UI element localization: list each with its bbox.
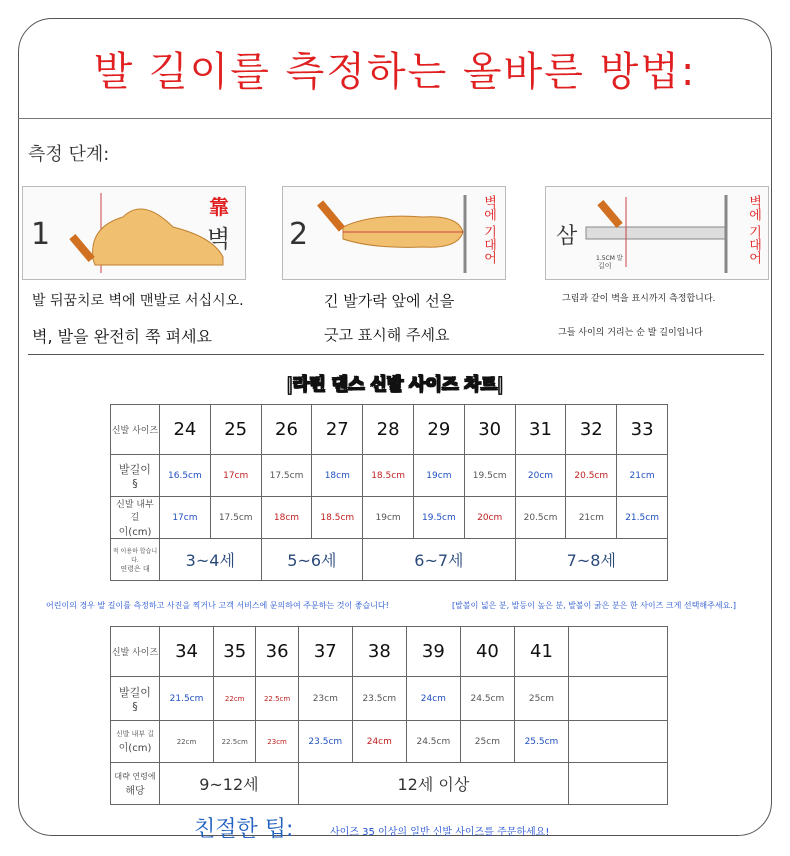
foot-cell: 16.5cm: [160, 455, 211, 497]
age-label: [111, 763, 160, 805]
step-3-caption-1: 그림과 같이 벽을 표시까지 측정합니다.: [562, 294, 716, 304]
ruler-note-1: 1.5CM 발: [596, 255, 623, 262]
foot-cell: 23.5cm: [352, 677, 406, 721]
foot-length-label: [111, 455, 160, 497]
step-2-caption-2: 긋고 표시해 주세요: [324, 326, 450, 344]
size-cell: 34: [160, 627, 214, 677]
foot-cell: 22.5cm: [256, 677, 298, 721]
age-label-text: 적 이용하 합습니다.: [112, 547, 158, 564]
table-row: [111, 455, 668, 497]
foot-cell: 25cm: [514, 677, 568, 721]
foot-cell: 24cm: [406, 677, 460, 721]
inner-length-label: [111, 721, 160, 763]
foot-cell: 17.5cm: [261, 455, 312, 497]
inner-cell: 23cm: [256, 721, 298, 763]
size-table-1: [110, 404, 668, 581]
step-3-number: 삼: [556, 224, 578, 249]
size-cell: 31: [515, 405, 566, 455]
inner-length-label-sub: 이(cm): [118, 743, 152, 754]
foot-cell: 21.5cm: [160, 677, 214, 721]
step-1-caption-2: 벽, 발을 완전히 쭉 펴세요: [32, 327, 212, 346]
inner-cell: 17.5cm: [210, 497, 261, 539]
inner-cell: 19cm: [363, 497, 414, 539]
foot-cell: 18.5cm: [363, 455, 414, 497]
inner-cell: 20cm: [464, 497, 515, 539]
inner-cell: 25cm: [460, 721, 514, 763]
inner-cell: 20.5cm: [515, 497, 566, 539]
foot-cell: 19.5cm: [464, 455, 515, 497]
table-row: [111, 677, 668, 721]
inner-cell: 17cm: [160, 497, 211, 539]
note-right: [발볼이 넓은 분, 발등이 높은 분, 발볼이 굵은 분은 한 사이즈 크게 선택해주세요.]: [452, 601, 736, 610]
size-cell: 39: [406, 627, 460, 677]
foot-cell: 22cm: [214, 677, 256, 721]
foot-cell: 17cm: [210, 455, 261, 497]
inner-cell: 19.5cm: [413, 497, 464, 539]
chart-title: |라틴 댄스 신발 사이즈 차트|: [286, 375, 504, 395]
size-cell: 30: [464, 405, 515, 455]
age-cell: 12세 이상: [298, 763, 568, 805]
size-cell: 36: [256, 627, 298, 677]
inner-cell: 18.5cm: [312, 497, 363, 539]
foot-cell: 23cm: [298, 677, 352, 721]
size-cell: 40: [460, 627, 514, 677]
size-cell: 38: [352, 627, 406, 677]
size-table-2: [110, 626, 668, 805]
step-2-number: 2: [289, 217, 309, 252]
table-row: [111, 539, 668, 581]
size-label: 신발 사이즈: [111, 405, 160, 455]
size-label: 신발 사이즈: [111, 627, 160, 677]
inner-length-label: [111, 497, 160, 539]
table-row: [111, 763, 668, 805]
step-3-caption-2: 그들 사이의 거리는 순 발 길이입니다: [558, 328, 703, 338]
step-2-caption-1: 긴 발가락 앞에 선을: [324, 292, 455, 310]
size-cell: 24: [160, 405, 211, 455]
empty-cell: [569, 763, 668, 805]
age-cell: 7~8세: [515, 539, 667, 581]
foot-cell: 20.5cm: [566, 455, 617, 497]
foot-length-label-sub: §: [132, 477, 138, 490]
foot-cell: 24.5cm: [460, 677, 514, 721]
age-label-text: 대략 연령에: [114, 771, 156, 781]
title-divider: [18, 118, 772, 119]
table-row: [111, 721, 668, 763]
inner-cell: 18cm: [261, 497, 312, 539]
step-2-illustration: [282, 186, 506, 280]
inner-length-label-text: 신발 내부 길: [115, 730, 155, 738]
foot-cell: 20cm: [515, 455, 566, 497]
inner-cell: 23.5cm: [298, 721, 352, 763]
inner-cell: 22cm: [160, 721, 214, 763]
inner-cell: 25.5cm: [514, 721, 568, 763]
ruler-note-2: 길이: [598, 262, 612, 270]
tip-text: 사이즈 35 이상의 일반 신발 사이즈를 주문하세요!: [330, 827, 550, 838]
age-cell: 5~6세: [261, 539, 363, 581]
empty-cell: [569, 627, 668, 677]
step-1-wall-label-2: 벽: [207, 225, 231, 253]
step-1-illustration: [22, 186, 246, 280]
foot-cell: 21cm: [617, 455, 668, 497]
empty-cell: [569, 677, 668, 721]
age-cell: 3~4세: [160, 539, 262, 581]
age-label: [111, 539, 160, 581]
step-1-wall-label: 靠: [209, 195, 229, 219]
age-cell: 9~12세: [160, 763, 299, 805]
age-cell: 6~7세: [363, 539, 515, 581]
step-2-wall-label: 벽에 기대어: [481, 195, 496, 265]
size-cell: 35: [214, 627, 256, 677]
inner-cell: 21cm: [566, 497, 617, 539]
size-cell: 27: [312, 405, 363, 455]
empty-cell: [569, 721, 668, 763]
table-row: [111, 497, 668, 539]
inner-cell: 24cm: [352, 721, 406, 763]
size-cell: 25: [210, 405, 261, 455]
size-cell: 28: [363, 405, 414, 455]
foot-cell: 18cm: [312, 455, 363, 497]
size-cell: 29: [413, 405, 464, 455]
inner-cell: 24.5cm: [406, 721, 460, 763]
section-divider: [28, 354, 764, 355]
foot-length-label-sub: §: [132, 700, 138, 713]
note-left: 어린이의 경우 발 길이를 측정하고 사진을 찍거나 고객 서비스에 문의하여 주문하는 것이 좋습니다!: [46, 601, 389, 610]
tip-label: 친절한 팁:: [194, 817, 294, 842]
foot-length-label: [111, 677, 160, 721]
size-cell: 32: [566, 405, 617, 455]
table-row: [111, 405, 668, 455]
table-row: [111, 627, 668, 677]
ruler-icon: [546, 187, 768, 279]
size-cell: 41: [514, 627, 568, 677]
step-1-number: 1: [31, 217, 51, 252]
age-label-sub: 해당: [125, 785, 145, 797]
step-3-illustration: [545, 186, 769, 280]
step-3-wall-label: 벽에 기대어: [746, 195, 761, 265]
size-cell: 26: [261, 405, 312, 455]
inner-cell: 22.5cm: [214, 721, 256, 763]
inner-length-label-sub: 이(cm): [118, 527, 152, 538]
size-cell: 33: [617, 405, 668, 455]
page-title: 발 길이를 측정하는 올바른 방법:: [93, 49, 697, 95]
foot-outline-icon: [283, 187, 505, 279]
age-label-sub: 연령은 대: [120, 564, 150, 573]
foot-length-label-text: 발길이: [119, 463, 151, 476]
inner-cell: 21.5cm: [617, 497, 668, 539]
steps-heading: 측정 단계:: [28, 144, 110, 165]
step-1-caption-1: 발 뒤꿈치로 벽에 맨발로 서십시오.: [32, 293, 244, 309]
size-cell: 37: [298, 627, 352, 677]
foot-length-label-text: 발길이: [119, 686, 151, 699]
foot-cell: 19cm: [413, 455, 464, 497]
inner-length-label-text: 신발 내부 길: [116, 500, 154, 523]
